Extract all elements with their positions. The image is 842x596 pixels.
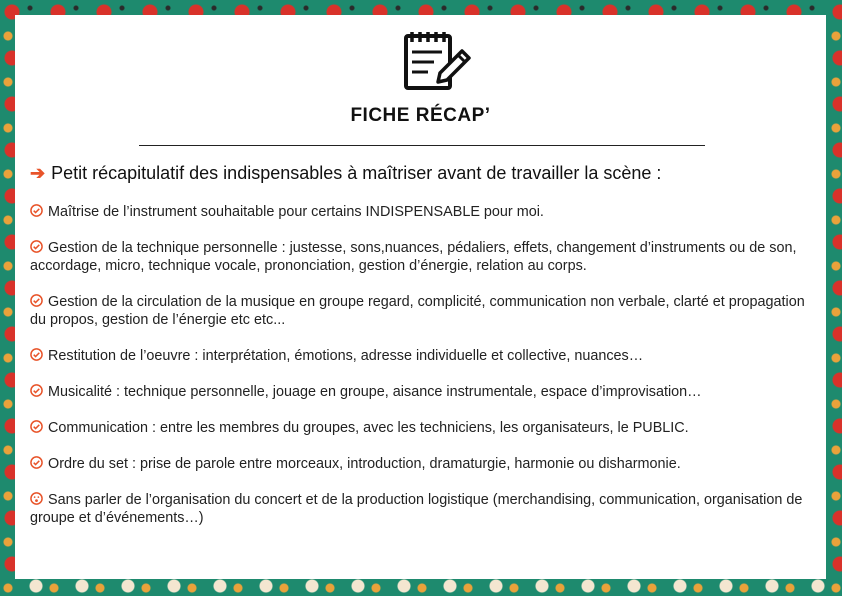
- check-circle-icon: [30, 348, 43, 361]
- intro-line: [30, 163, 820, 184]
- check-circle-icon: [30, 456, 43, 469]
- list-item-text: Ordre du set : prise de parole entre morceaux, introduction, dramaturgie, harmonie ou disharmonie.: [48, 456, 681, 472]
- arrow-right-icon: ➔: [30, 163, 46, 183]
- list-item-text: Musicalité : technique personnelle, jouage en groupe, aisance instrumentale, espace d’improvisation…: [48, 384, 702, 400]
- recap-card: [15, 15, 826, 579]
- list-item: [30, 239, 820, 275]
- recap-list: [30, 203, 820, 545]
- check-circle-icon: [30, 204, 43, 217]
- list-item: [30, 293, 820, 329]
- check-circle-icon: [30, 294, 43, 307]
- list-item: [30, 455, 820, 473]
- list-item-text: Communication : entre les membres du groupes, avec les techniciens, les organisateurs, le PUBLIC.: [48, 420, 689, 436]
- notepad-pencil-icon: [400, 24, 472, 96]
- check-circle-icon: [30, 240, 43, 253]
- list-item-text: Gestion de la technique personnelle : justesse, sons,nuances, pédaliers, effets, changement d’instruments ou de son, accordage, micro, technique vocale, prononciation, gestion d’énergie, relation au corps.: [30, 240, 797, 274]
- list-item-text: Sans parler de l’organisation du concert et de la production logistique (merchandising, communication, organisation de groupe et d’événements…): [30, 492, 803, 526]
- list-item-text: Maîtrise de l’instrument souhaitable pour certains INDISPENSABLE pour moi.: [48, 204, 544, 220]
- list-item-text: Gestion de la circulation de la musique en groupe regard, complicité, communication non verbale, clarté et propagation du propos, gestion de l’énergie etc etc...: [30, 294, 805, 328]
- list-item-text: Restitution de l’oeuvre : interprétation, émotions, adresse individuelle et collective, nuances…: [48, 348, 644, 364]
- list-item: [30, 419, 820, 437]
- title-divider: [139, 145, 705, 146]
- intro-text: Petit récapitulatif des indispensables à maîtriser avant de travailler la scène :: [51, 163, 662, 183]
- list-item: [30, 491, 820, 527]
- surprised-face-icon: [30, 492, 43, 505]
- check-circle-icon: [30, 420, 43, 433]
- page-title: FICHE RÉCAP’: [350, 105, 491, 126]
- list-item: [30, 347, 820, 365]
- list-item: [30, 383, 820, 401]
- check-circle-icon: [30, 384, 43, 397]
- list-item: [30, 203, 820, 221]
